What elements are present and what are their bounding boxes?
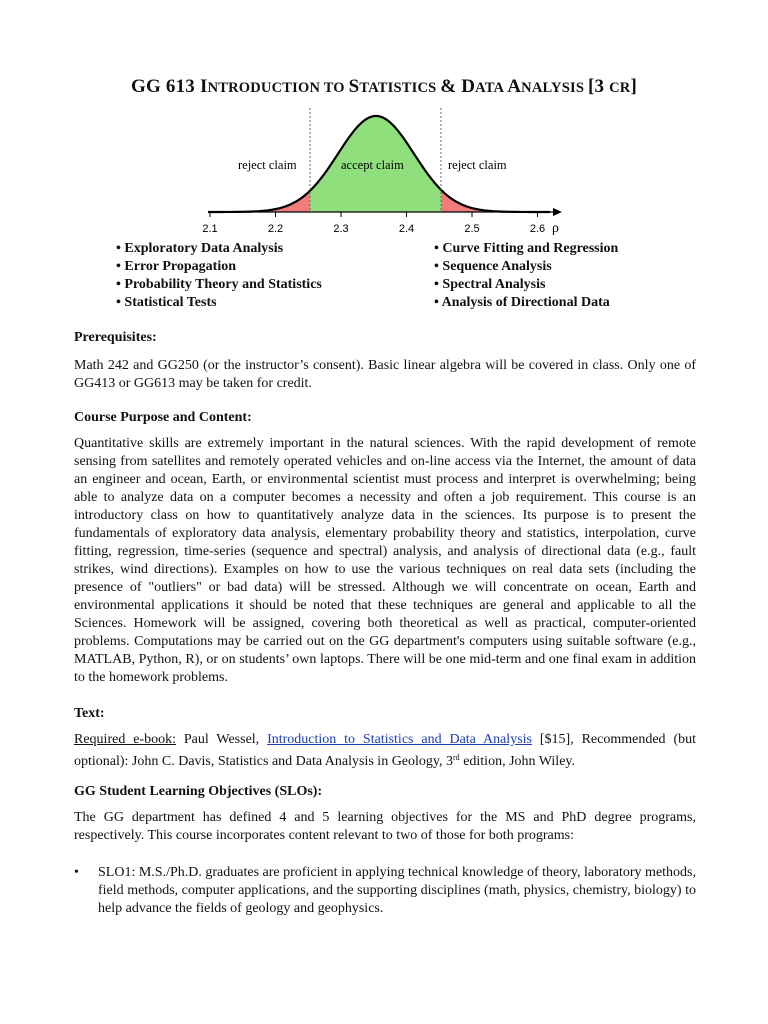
text-paragraph: Required e-book: Paul Wessel, Introduction to Statistics and Data Analysis [$15], Recommended (but optional): John C. Davis, Statistics and Data Analysis in Geology, 3rd edition, John Wiley. [74,732,696,769]
slo-intro-text: The GG department has defined 4 and 5 learning objectives for the MS and PhD degree programs, respectively. This course incorporates content relevant to two of those for both programs: [74,810,696,843]
topic-item: • Spectral Analysis [434,277,546,292]
required-ebook-label: Required e-book: [74,732,176,747]
topics-left-column [116,240,322,312]
ebook-link[interactable]: Introduction to Statistics and Data Analysis [267,732,532,747]
prerequisites-heading: Prerequisites: [74,330,157,345]
course-title: GG 613 INTRODUCTION TO STATISTICS & DATA ANALYSIS [3 CR] [130,76,637,97]
x-tick-label: 2.6 [529,223,546,235]
slo-item-text: SLO1: M.S./Ph.D. graduates are proficient in applying technical knowledge of theory, laboratory methods, field methods, computer applications, and the supporting disciplines (math, physics, chemistry, biology) to help advance the fields of geology and geophysics. [98,865,696,916]
topic-item: • Statistical Tests [116,295,217,310]
reject-region-left [260,191,310,212]
x-tick-label: 2.3 [333,223,349,235]
topic-item: • Probability Theory and Statistics [116,277,322,292]
prerequisites-text: Math 242 and GG250 (or the instructor’s consent). Basic linear algebra will be covered in class. Only one of GG413 or GG613 may be taken for credit. [74,358,696,391]
axis-symbol: ρ [552,221,559,236]
topic-item: • Analysis of Directional Data [434,295,610,310]
purpose-heading: Course Purpose and Content: [74,410,252,425]
x-tick-label: 2.5 [464,223,480,235]
text-heading: Text: [74,706,105,721]
topic-item: • Error Propagation [116,259,237,274]
topic-item: • Sequence Analysis [434,259,552,274]
topic-item: • Exploratory Data Analysis [116,241,284,256]
bullet-icon: • [74,865,79,880]
reject-right-label: reject claim [448,158,507,172]
x-tick-label: 2.2 [267,223,284,235]
normal-distribution-figure [200,108,570,238]
topic-item: • Curve Fitting and Regression [434,241,619,256]
slo-list-item [74,864,696,918]
slo-heading: GG Student Learning Objectives (SLOs): [74,784,323,799]
x-tick-label: 2.4 [398,223,415,235]
topics-right-column [434,240,618,312]
purpose-text: Quantitative skills are extremely important in the natural sciences. With the rapid development of remote sensing from satellites and remotely operated vehicles and on-line access via the Internet, the amount of data an engineer and ocean, Earth, or environmental scientist must process and interpret is overwhelming; being able to analyze data on a computer becomes a necessity and often a job requirement. This course is an introductory class on how to quantitatively analyze data in the sciences. Its purpose is to present the fundamentals of exploratory data analysis, elementary probability theory and statistics, interpolation, curve fitting, regression, time-series (sequence and spectral) analysis, and analysis of directional data (e.g., fault strikes, wind directions). Examples on how to use the various techniques on real data sets (including the presence of "outliers" or bad data) will be stressed. Although we will concentrate on ocean, Earth and environmental applications it should be noted that these techniques are general and applicable to all the Sciences. Homework will be assigned, covering both theoretical as well as practical, computer-oriented problems. Computations may be carried out on the GG department's computers using suitable software (e.g., MATLAB, Python, R), or on students’ own laptops. There will be one mid-term and one final exam in addition to the homework problems. [74,436,696,685]
accept-label: accept claim [341,158,404,172]
reject-region-right [441,190,492,212]
x-tick-label: 2.1 [202,223,218,235]
x-axis-arrow [553,208,562,216]
reject-left-label: reject claim [238,158,297,172]
